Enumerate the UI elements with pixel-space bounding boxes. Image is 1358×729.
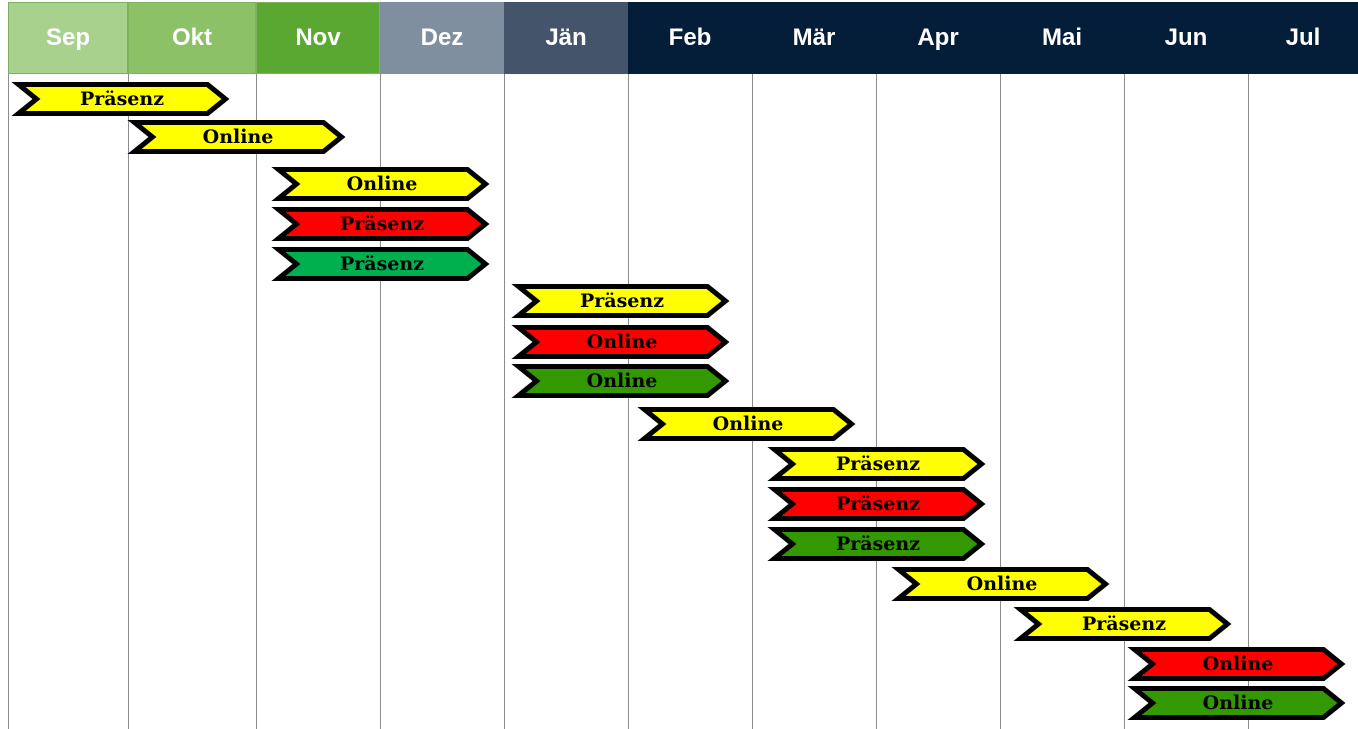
arrow-bar-5 <box>276 247 488 281</box>
arrow-bar-2 <box>132 120 344 154</box>
arrow-fill <box>519 328 726 357</box>
arrow-fill <box>279 210 486 239</box>
chevron-arrow-shape <box>772 527 984 561</box>
chevron-arrow-shape <box>132 120 344 154</box>
arrow-fill <box>899 570 1106 599</box>
grid-line <box>1248 74 1249 729</box>
arrow-bar-12 <box>772 527 984 561</box>
arrow-bar-14 <box>1018 607 1230 641</box>
grid-line <box>876 74 877 729</box>
chevron-arrow-shape <box>1132 686 1344 720</box>
arrow-bar-label: Online <box>712 413 784 435</box>
arrow-bar-7 <box>516 325 728 359</box>
chevron-arrow-shape <box>276 167 488 201</box>
arrow-bar-6 <box>516 284 728 318</box>
chevron-arrow-shape <box>516 284 728 318</box>
arrow-bar-label: Präsenz <box>1082 613 1166 635</box>
chevron-arrow-shape <box>896 567 1108 601</box>
chevron-arrow-shape <box>516 364 728 398</box>
arrow-bar-4 <box>276 207 488 241</box>
arrow-fill <box>519 367 726 396</box>
month-header-5: Jän <box>504 2 628 74</box>
chevron-arrow-shape <box>642 407 854 441</box>
chevron-arrow-shape <box>516 325 728 359</box>
arrow-bar-label: Online <box>586 370 658 392</box>
arrow-bar-label: Online <box>966 573 1038 595</box>
arrow-bar-label: Online <box>586 331 658 353</box>
arrow-fill <box>19 85 226 114</box>
arrow-bar-label: Präsenz <box>836 493 920 515</box>
arrow-bar-10 <box>772 447 984 481</box>
month-header-6: Feb <box>628 2 752 74</box>
chevron-arrow-shape <box>276 207 488 241</box>
arrow-fill <box>775 490 982 519</box>
arrow-fill <box>135 123 342 152</box>
arrow-fill <box>519 287 726 316</box>
arrow-bar-label: Präsenz <box>836 533 920 555</box>
grid-line <box>256 74 257 729</box>
month-header-11: Jul <box>1248 2 1358 74</box>
chevron-arrow-shape <box>772 447 984 481</box>
arrow-bar-13 <box>896 567 1108 601</box>
arrow-fill <box>645 410 852 439</box>
chevron-arrow-shape <box>772 487 984 521</box>
arrow-bar-15 <box>1132 647 1344 681</box>
arrow-bar-9 <box>642 407 854 441</box>
arrow-bar-label: Online <box>1202 653 1274 675</box>
chevron-arrow-shape <box>276 247 488 281</box>
arrow-fill <box>1135 650 1342 679</box>
month-header-3: Nov <box>256 2 380 74</box>
arrow-bar-3 <box>276 167 488 201</box>
arrow-bar-label: Online <box>346 173 418 195</box>
grid-line <box>628 74 629 729</box>
month-header-9: Mai <box>1000 2 1124 74</box>
chevron-arrow-shape <box>1132 647 1344 681</box>
month-header-4: Dez <box>380 2 504 74</box>
grid-line <box>8 74 9 729</box>
month-header-8: Apr <box>876 2 1000 74</box>
arrow-bar-label: Präsenz <box>340 253 424 275</box>
arrow-bar-8 <box>516 364 728 398</box>
grid-line <box>1000 74 1001 729</box>
chevron-arrow-shape <box>1018 607 1230 641</box>
arrow-bar-16 <box>1132 686 1344 720</box>
arrow-bar-label: Online <box>1202 692 1274 714</box>
grid-line <box>504 74 505 729</box>
arrow-fill <box>279 250 486 279</box>
arrow-bar-label: Präsenz <box>836 453 920 475</box>
month-header-1: Sep <box>8 2 128 74</box>
arrow-fill <box>279 170 486 199</box>
month-header-7: Mär <box>752 2 876 74</box>
arrow-bar-11 <box>772 487 984 521</box>
grid-line <box>752 74 753 729</box>
chevron-arrow-shape <box>16 82 228 116</box>
arrow-fill <box>1021 610 1228 639</box>
arrow-bar-1 <box>16 82 228 116</box>
arrow-bar-label: Präsenz <box>340 213 424 235</box>
month-header-10: Jun <box>1124 2 1248 74</box>
arrow-fill <box>775 450 982 479</box>
arrow-bar-label: Präsenz <box>580 290 664 312</box>
arrow-bar-label: Online <box>202 126 274 148</box>
month-header-2: Okt <box>128 2 256 74</box>
grid-line <box>128 74 129 729</box>
arrow-fill <box>1135 689 1342 718</box>
arrow-bar-label: Präsenz <box>80 88 164 110</box>
arrow-fill <box>775 530 982 559</box>
